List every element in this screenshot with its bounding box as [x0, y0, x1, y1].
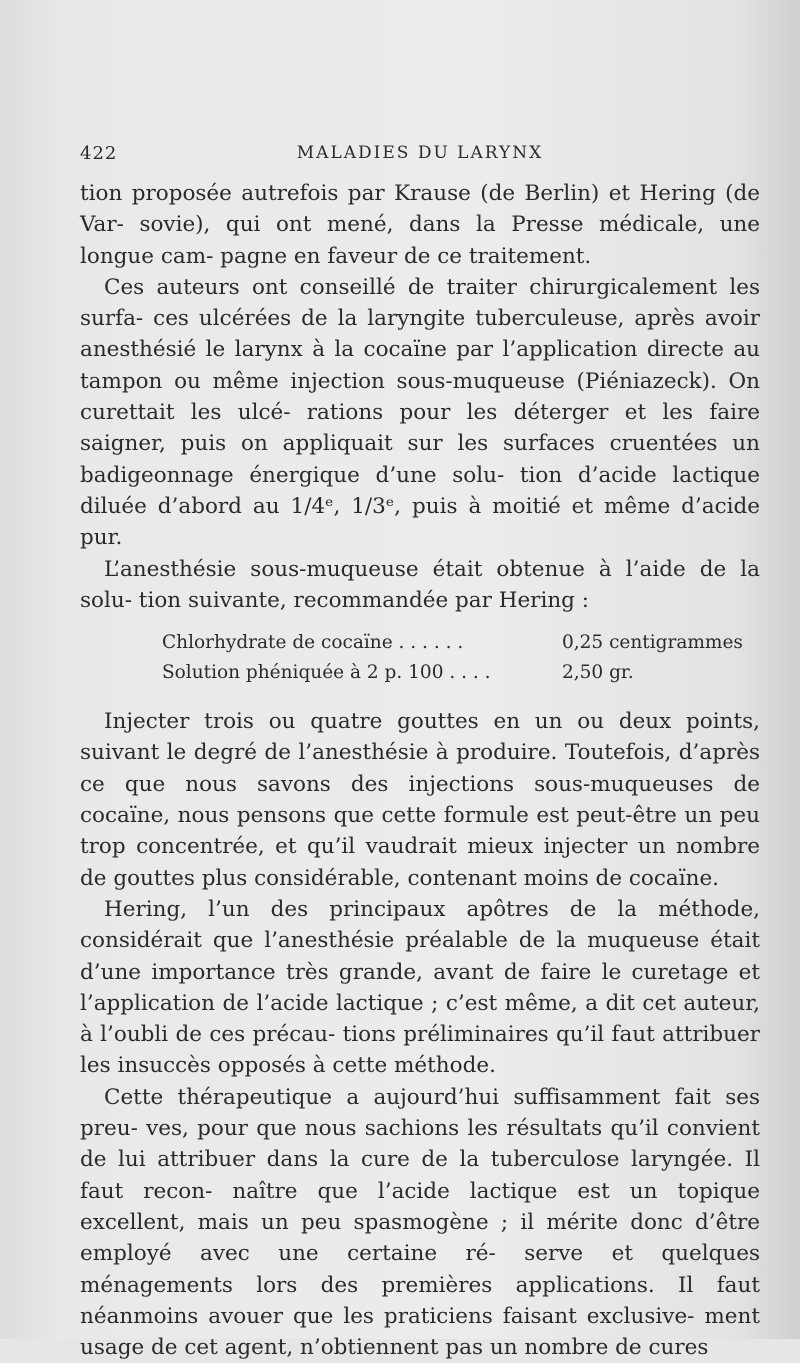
formula-ingredient: Chlorhydrate de cocaïne . . . . . . [162, 632, 464, 654]
paragraph: Ces auteurs ont conseillé de traiter chirurgicalement les surfa- ces ulcérées de la laryngite tuberculeuse, après avoir anesthésié le larynx à la cocaïne par l’application directe au tampon ou même injection sous-muqueuse (Piéniazeck). On curettait les ulcé- rations pour les déterger et les faire saigner, puis on appliquait sur les surfaces cruentées un badigeonnage énergique d’une solu- tion d’acide lactique diluée d’abord au 1/4ᵉ, 1/3ᵉ, puis à moitié et même d’acide pur. [80, 274, 760, 551]
page-header [80, 143, 760, 171]
paragraph: L’anesthésie sous-muqueuse était obtenue à l’aide de la solu- tion suivante, recommandée par Hering : [80, 556, 760, 613]
formula-row [162, 628, 760, 658]
paragraph: Injecter trois ou quatre gouttes en un ou deux points, suivant le degré de l’anesthésie à produire. Toutefois, d’après ce que nous savons des injections sous-muqueuses de cocaïne, nous pensons que cette formule est peut-être un peu trop concentrée, et qu’il vaudrait mieux injecter un nombre de gouttes plus considérable, contenant moins de cocaïne. [80, 709, 760, 891]
paragraph: Hering, l’un des principaux apôtres de la méthode, considérait que l’anesthésie préalable de la muqueuse était d’une importance très grande, avant de faire le curetage et l’application de l’acide lactique ; c’est même, a dit cet auteur, à l’oubli de ces précau- tions préliminaires qu’il faut attribuer les insuccès opposés à cette méthode. [80, 896, 760, 1079]
page-number: 422 [80, 143, 118, 164]
formula-row [162, 658, 760, 688]
body-text [80, 178, 760, 1363]
paragraph: tion proposée autrefois par Krause (de Berlin) et Hering (de Var- sovie), qui ont mené, dans la Presse médicale, une longue cam- pagne en faveur de ce traitement. [80, 181, 760, 269]
paragraph: Cette thérapeutique a aujourd’hui suffisamment fait ses preu- ves, pour que nous sachions les résultats qu’il convient de lui attribuer dans la cure de la tuberculose laryngée. Il faut recon- naître que l’acide lactique est un topique excellent, mais un peu spasmogène ; il mérite donc d’être employé avec une certaine ré- serve et quelques ménagements lors des premières applications. Il faut néanmoins avouer que les praticiens faisant exclusive- ment usage de cet agent, n’obtiennent pas un nombre de cures [80, 1084, 760, 1361]
formula-ingredient: Solution phéniquée à 2 p. 100 . . . . [162, 662, 491, 684]
running-head: MALADIES DU LARYNX [296, 143, 544, 163]
formula-block [162, 628, 760, 688]
formula-quantity: 2,50 gr. [562, 662, 634, 684]
formula-quantity: 0,25 centigrammes [562, 632, 743, 654]
